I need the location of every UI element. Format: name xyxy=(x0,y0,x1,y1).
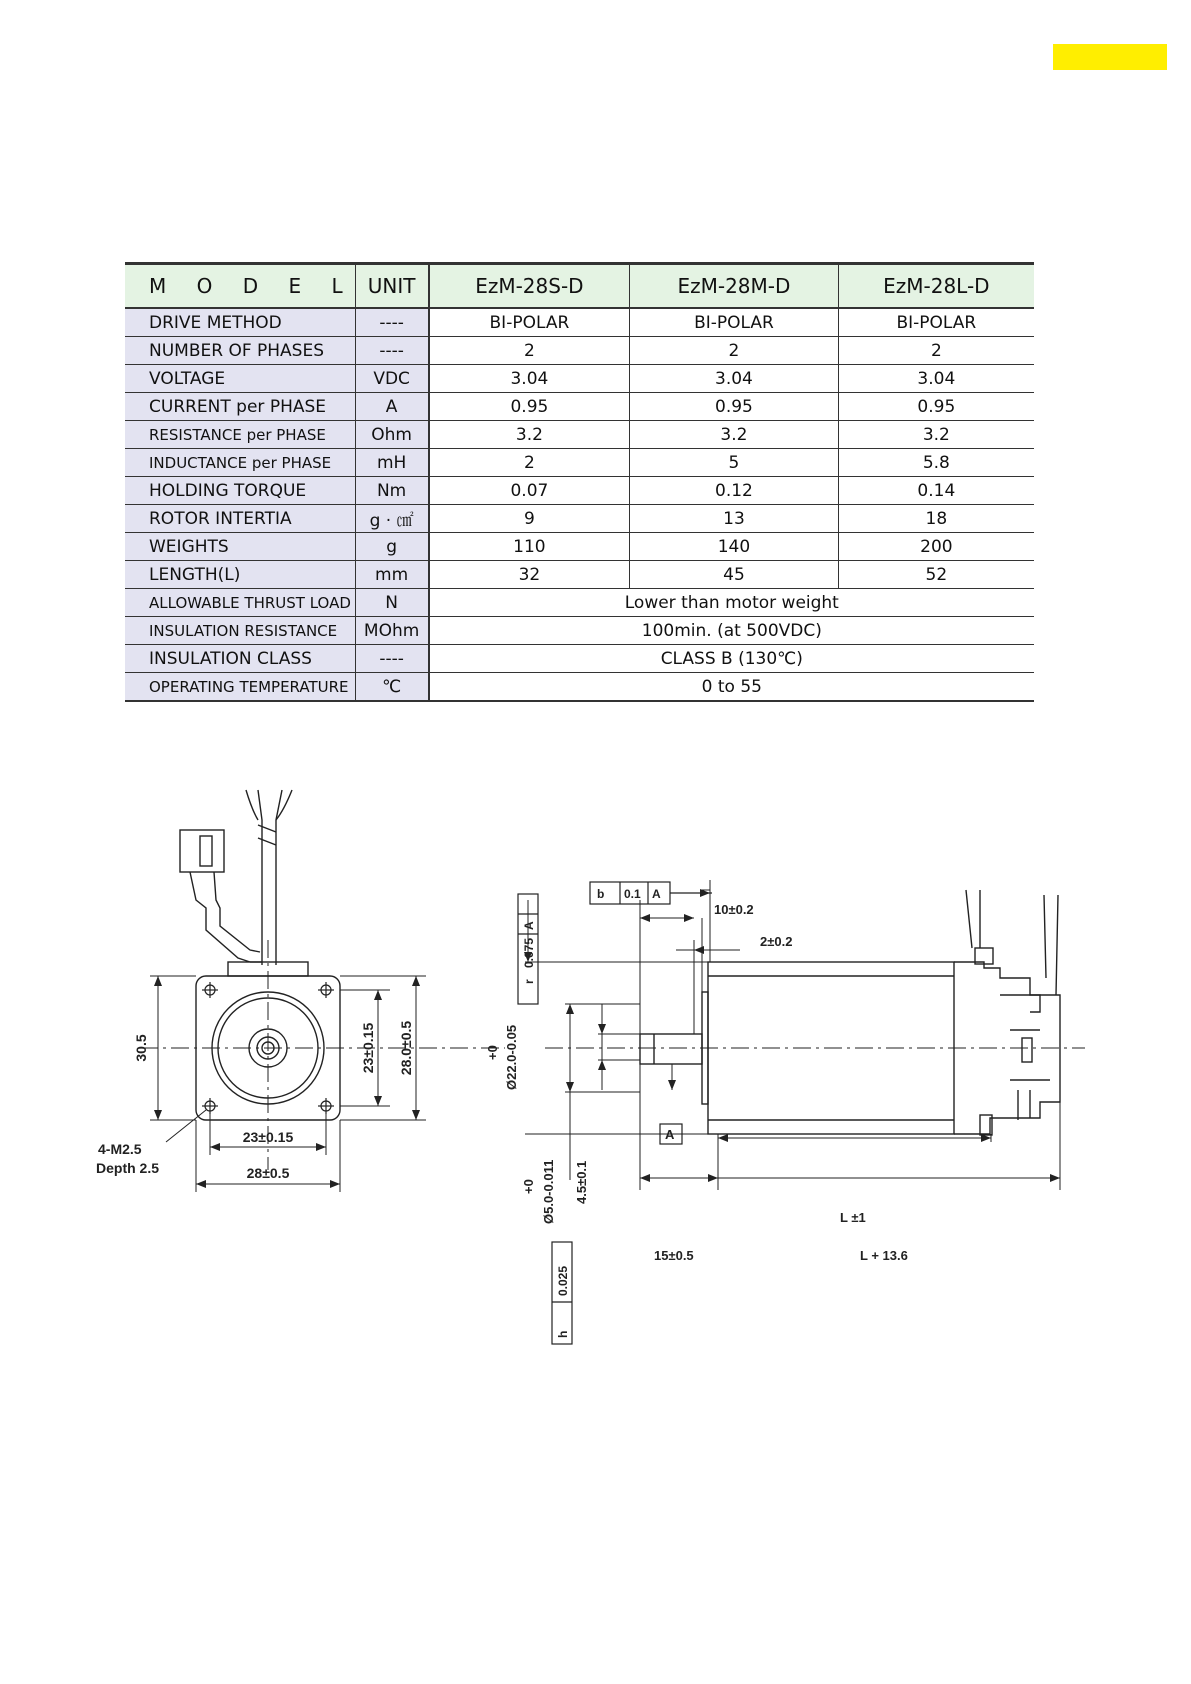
dim-L-plus: L + 13.6 xyxy=(860,1248,908,1263)
spec-row-label: CURRENT per PHASE xyxy=(125,393,355,421)
perpendicularity-symbol: b xyxy=(597,887,605,901)
datum-a: A xyxy=(665,1127,675,1142)
highlight-marker xyxy=(1053,44,1167,70)
spec-row xyxy=(125,561,1034,589)
gdt-frames xyxy=(518,882,712,1344)
spec-cell: 45 xyxy=(630,561,839,589)
spec-row-label: RESISTANCE per PHASE xyxy=(125,421,355,449)
pilot-diameter: Ø22.0-0.05 xyxy=(504,1024,519,1090)
header-model-3: EzM-28L-D xyxy=(838,264,1034,309)
hole-depth: Depth 2.5 xyxy=(96,1160,160,1176)
spec-row-label: ALLOWABLE THRUST LOAD xyxy=(125,589,355,617)
spec-cell: 3.04 xyxy=(838,365,1034,393)
spec-cell: 200 xyxy=(838,533,1034,561)
spec-row-label: VOLTAGE xyxy=(125,365,355,393)
spec-cell: 140 xyxy=(630,533,839,561)
spec-cell: 5.8 xyxy=(838,449,1034,477)
spec-cell: BI-POLAR xyxy=(838,308,1034,337)
spec-cell: 0.07 xyxy=(429,477,630,505)
spec-row-label: INSULATION CLASS xyxy=(125,645,355,673)
spec-cell: 13 xyxy=(630,505,839,533)
perpendicularity-tolerance: 0.1 xyxy=(624,887,641,901)
spec-cell-merged: Lower than motor weight xyxy=(429,589,1034,617)
front-dimensions xyxy=(150,976,426,1192)
spec-row xyxy=(125,308,1034,337)
spec-row-unit: ℃ xyxy=(355,673,429,702)
spec-row-unit: mH xyxy=(355,449,429,477)
perpendicularity-datum: A xyxy=(652,887,661,901)
spec-row-label: WEIGHTS xyxy=(125,533,355,561)
spec-cell: 2 xyxy=(429,449,630,477)
spec-row xyxy=(125,505,1034,533)
dim-23-horizontal: 23±0.15 xyxy=(242,1129,294,1145)
runout-datum: A xyxy=(522,921,536,930)
spec-row xyxy=(125,337,1034,365)
dim-28-horizontal: 28±0.5 xyxy=(246,1165,290,1181)
dim-15: 15±0.5 xyxy=(654,1248,694,1263)
spec-row-label: INDUCTANCE per PHASE xyxy=(125,449,355,477)
spec-row xyxy=(125,533,1034,561)
shaft-fit: h xyxy=(556,1330,570,1338)
spec-cell: 110 xyxy=(429,533,630,561)
spec-cell: 0.95 xyxy=(838,393,1034,421)
spec-row xyxy=(125,617,1034,645)
spec-row xyxy=(125,673,1034,702)
spec-row-label: INSULATION RESISTANCE xyxy=(125,617,355,645)
spec-cell: 0.95 xyxy=(630,393,839,421)
spec-cell: BI-POLAR xyxy=(630,308,839,337)
spec-row-label: LENGTH(L) xyxy=(125,561,355,589)
spec-cell: 3.2 xyxy=(429,421,630,449)
spec-row-unit: Ohm xyxy=(355,421,429,449)
spec-row-unit: N xyxy=(355,589,429,617)
spec-cell-merged: 100min. (at 500VDC) xyxy=(429,617,1034,645)
header-model-1: EzM-28S-D xyxy=(429,264,630,309)
flat-dimension: 4.5±0.1 xyxy=(574,1160,589,1204)
spec-cell: 18 xyxy=(838,505,1034,533)
cable-connector xyxy=(180,790,292,965)
spec-cell: 2 xyxy=(429,337,630,365)
spec-table-header xyxy=(125,264,1034,309)
header-model-2: EzM-28M-D xyxy=(630,264,839,309)
spec-row xyxy=(125,645,1034,673)
side-view xyxy=(640,890,1060,1135)
spec-row-label: OPERATING TEMPERATURE xyxy=(125,673,355,702)
spec-cell: 3.2 xyxy=(630,421,839,449)
spec-cell: 2 xyxy=(838,337,1034,365)
spec-row xyxy=(125,477,1034,505)
spec-row-unit: ---- xyxy=(355,308,429,337)
spec-row-unit: A xyxy=(355,393,429,421)
spec-cell: 0.14 xyxy=(838,477,1034,505)
spec-cell: 9 xyxy=(429,505,630,533)
spec-cell-merged: 0 to 55 xyxy=(429,673,1034,702)
spec-cell: 0.12 xyxy=(630,477,839,505)
spec-row-unit: MOhm xyxy=(355,617,429,645)
spec-row xyxy=(125,393,1034,421)
spec-cell: 32 xyxy=(429,561,630,589)
spec-cell: 5 xyxy=(630,449,839,477)
spec-row-unit: Nm xyxy=(355,477,429,505)
spec-row-unit: ---- xyxy=(355,645,429,673)
spec-cell-merged: CLASS B (130℃) xyxy=(429,645,1034,673)
spec-row-label: NUMBER OF PHASES xyxy=(125,337,355,365)
spec-row-unit: VDC xyxy=(355,365,429,393)
header-model: M O D E L xyxy=(125,264,355,309)
spec-row xyxy=(125,449,1034,477)
spec-cell: 52 xyxy=(838,561,1034,589)
dimension-drawing xyxy=(0,790,1191,1338)
dim-30-5: 30.5 xyxy=(133,1034,149,1062)
spec-row-label: HOLDING TORQUE xyxy=(125,477,355,505)
spec-cell: 3.04 xyxy=(429,365,630,393)
spec-row-label: DRIVE METHOD xyxy=(125,308,355,337)
shaft-fit-tolerance: 0.025 xyxy=(556,1265,570,1296)
header-unit: UNIT xyxy=(355,264,429,309)
shaft-tol-top: +0 xyxy=(521,1179,536,1194)
dim-23-vertical: 23±0.15 xyxy=(360,1022,376,1074)
runout-tolerance: 0.075 xyxy=(522,937,536,968)
hole-label: 4-M2.5 xyxy=(98,1141,142,1157)
dim-2: 2±0.2 xyxy=(760,934,793,949)
spec-cell: 3.2 xyxy=(838,421,1034,449)
pilot-tol-top: +0 xyxy=(485,1045,500,1060)
spec-row-unit: ---- xyxy=(355,337,429,365)
dim-28-vertical: 28.0±0.5 xyxy=(398,1020,414,1076)
spec-table xyxy=(125,262,1034,702)
spec-cell: 0.95 xyxy=(429,393,630,421)
spec-row xyxy=(125,365,1034,393)
spec-row xyxy=(125,589,1034,617)
spec-cell: BI-POLAR xyxy=(429,308,630,337)
dim-L: L ±1 xyxy=(840,1210,866,1225)
spec-row-unit: g · ㎠ xyxy=(355,505,429,533)
spec-row-unit: mm xyxy=(355,561,429,589)
spec-row xyxy=(125,421,1034,449)
spec-row-label: ROTOR INTERTIA xyxy=(125,505,355,533)
runout-symbol-label: r xyxy=(522,979,536,984)
spec-cell: 3.04 xyxy=(630,365,839,393)
spec-cell: 2 xyxy=(630,337,839,365)
spec-row-unit: g xyxy=(355,533,429,561)
dim-10: 10±0.2 xyxy=(714,902,754,917)
shaft-diameter: Ø5.0-0.011 xyxy=(541,1159,556,1224)
